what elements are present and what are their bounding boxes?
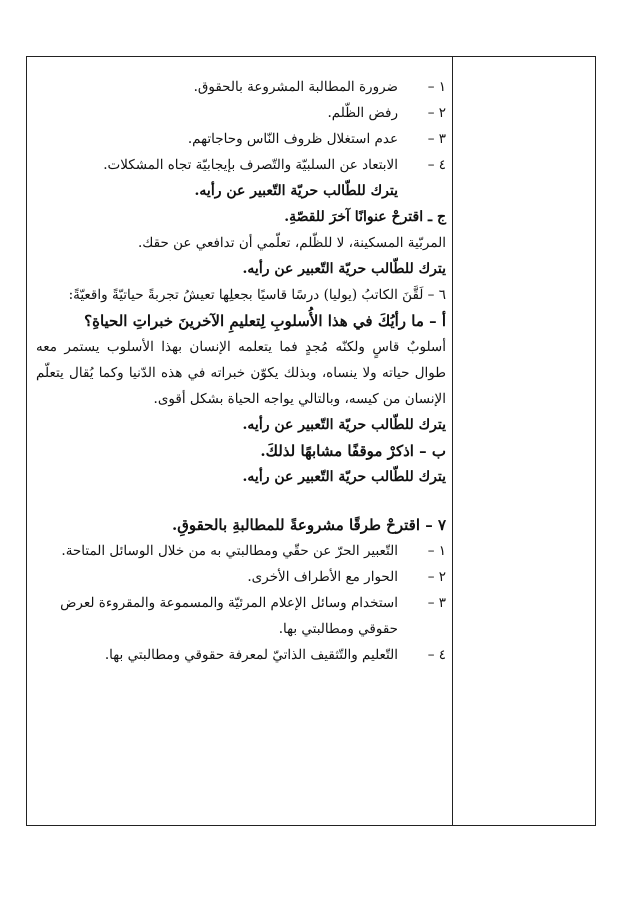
list-item: ١ –ضرورة المطالبة المشروعة بالحقوق. bbox=[193, 79, 446, 95]
list-item: ٢ –رفض الظّلم. bbox=[327, 105, 446, 121]
list-item: ٣ –عدم استغلال ظروف النّاس وحاجاتهم. bbox=[187, 131, 446, 147]
answer-c: المربّية المسكينة، لا للظّلم، تعلّمي أن تدافعي عن حقك. bbox=[137, 235, 446, 251]
list-item: ١ –التّعبير الحرّ عن حقّي ومطالبتي به من خلال الوسائل المتاحة. bbox=[61, 543, 446, 559]
column-divider bbox=[452, 56, 453, 826]
list-item-continuation: حقوقي ومطالبتي بها. bbox=[278, 621, 398, 637]
list-item: ٤ –الابتعاد عن السلبيّة والتّصرف بإيجابيّة تجاه المشكلات. bbox=[103, 157, 446, 173]
question-c: ج ـ اقترحْ عنوانًا آخرَ للقصّةِ. bbox=[284, 209, 446, 225]
answer-column bbox=[36, 74, 446, 668]
list-item: ٢ –الحوار مع الأطراف الأخرى. bbox=[247, 569, 446, 585]
question-b: ب – اذكرْ موقفًا مشابهًا لذلكَ. bbox=[260, 442, 446, 460]
free-opinion-note: يترك للطّالب حريّة التّعبير عن رأيه. bbox=[242, 469, 446, 485]
question-6: ٦ – لَقَّنَ الكاتبُ (يوليا) درسًا قاسيًا بجعلِها تعيشُ تجربةً حياتيّةً واقعيّةً: bbox=[68, 287, 446, 303]
answer-a-line: طوال حياته ولا ينساه، وبذلك يكوّن خبراته في هذه الدّنيا وكما يُقال يتعلّم bbox=[36, 365, 446, 381]
question-7: ٧ – اقترحْ طرقًا مشروعةً للمطالبةِ بالحقوقِ. bbox=[171, 516, 446, 534]
question-a: أ – ما رأيُكَ في هذا الأُسلوبِ لِتعليمِ الآخرينَ خبراتِ الحياةِ؟ bbox=[84, 312, 446, 330]
list-item: ٣ –استخدام وسائل الإعلام المرئيّة والمسموعة والمقروءة لعرض bbox=[60, 595, 446, 611]
list-item: ٤ –التّعليم والتّثقيف الذاتيّ لمعرفة حقوقي ومطالبتي بها. bbox=[104, 647, 446, 663]
free-opinion-note: يترك للطّالب حريّة التّعبير عن رأيه. bbox=[242, 261, 446, 277]
free-opinion-note: يترك للطّالب حريّة التّعبير عن رأيه. bbox=[242, 417, 446, 433]
answer-a-line: أسلوبٌ قاسٍ ولكنّه مُجدٍ فما يتعلمه الإنسان بهذا الأسلوب يستمر معه bbox=[36, 339, 446, 355]
answer-a-line: الإنسان من كيسه، وبالتالي يواجه الحياة بشكل أقوى. bbox=[153, 391, 446, 407]
free-opinion-note: يترك للطّالب حريّة التّعبير عن رأيه. bbox=[194, 183, 398, 199]
